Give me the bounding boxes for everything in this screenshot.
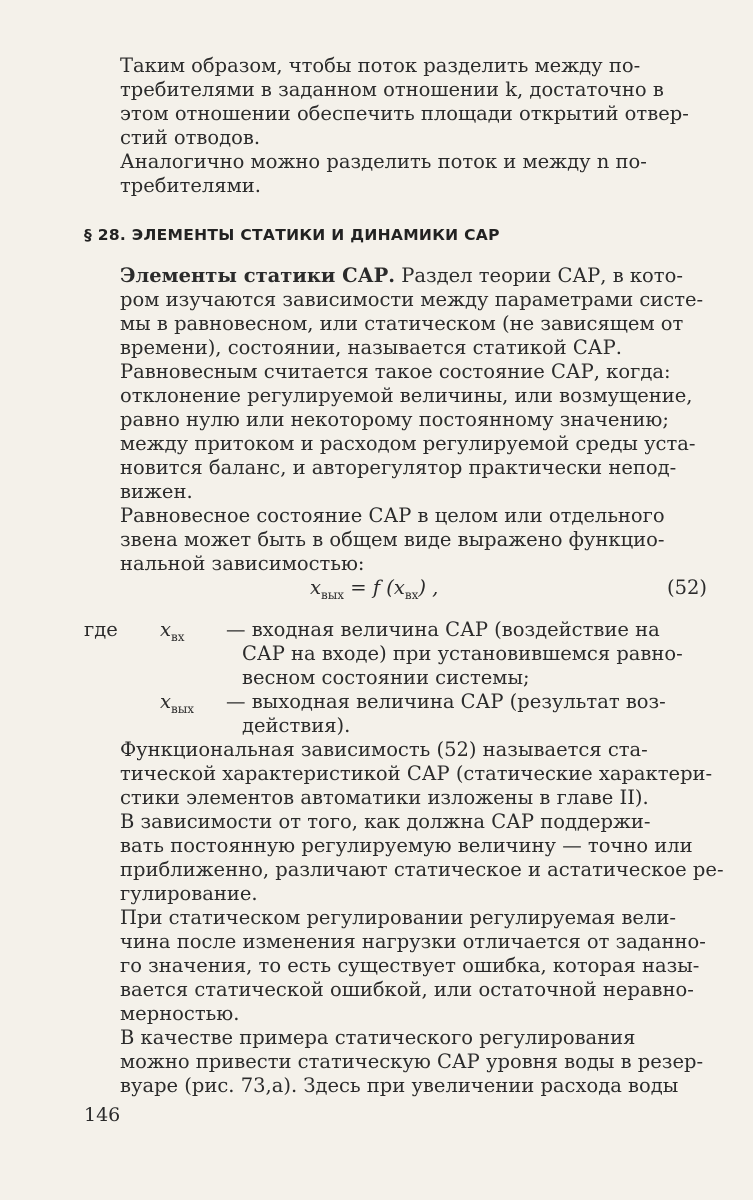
section-heading: § 28. ЭЛЕМЕНТЫ СТАТИКИ И ДИНАМИКИ САР	[84, 226, 500, 244]
text-line: вается статической ошибкой, или остаточной неравно-	[120, 978, 694, 1001]
text-line: стики элементов автоматики изложены в главе II).	[120, 786, 649, 809]
symbol-x-out: $x_{вых}$	[160, 690, 195, 716]
text-line: требителями в заданном отношении k, достаточно в	[120, 78, 664, 101]
equation-52: $x_{вых} = f$ $(x_{вх})$ ,	[310, 576, 439, 602]
text-line: ром изучаются зависимости между параметрами систе-	[120, 288, 704, 311]
text-line: мы в равновесном, или статическом (не зависящем от	[120, 312, 684, 335]
text-line: отклонение регулируемой величины, или возмущение,	[120, 384, 693, 407]
text-line: вижен.	[120, 480, 193, 503]
definition-x-in: — входная величина САР (воздействие на САР на входе) при установившемся равно- весном состоянии системы;	[226, 618, 683, 689]
text-line: го значения, то есть существует ошибка, которая назы-	[120, 954, 700, 977]
paragraph-2	[84, 150, 708, 198]
paragraph-5	[84, 504, 708, 576]
run-in-heading: Элементы статики САР.	[120, 264, 396, 287]
text-line: Таким образом, чтобы поток разделить между по-	[120, 54, 641, 77]
text-line: мерностью.	[120, 1002, 240, 1025]
text-line: новится баланс, и авторегулятор практически непод-	[120, 456, 677, 479]
text-line: требителями.	[120, 174, 261, 197]
paragraph-1	[84, 54, 708, 150]
definition-x-out: — выходная величина САР (результат воз- действия).	[226, 690, 666, 737]
text-line: между притоком и расходом регулируемой среды уста-	[120, 432, 696, 455]
symbol-x-in: $x_{вх}$	[160, 618, 185, 644]
paragraph-6	[84, 738, 713, 810]
text-line: можно привести статическую САР уровня воды в резер-	[120, 1050, 704, 1073]
text-line: стий отводов.	[120, 126, 261, 149]
page-number: 146	[84, 1104, 121, 1126]
text-line: приближенно, различают статическое и астатическое ре-	[120, 858, 724, 881]
text-line: чина после изменения нагрузки отличается от заданно-	[120, 930, 706, 953]
text-line: Равновесное состояние САР в целом или отдельного	[120, 504, 665, 527]
paragraph-4	[84, 360, 708, 504]
text-line	[84, 264, 708, 288]
where-label: где	[84, 618, 118, 641]
paragraph-8	[84, 906, 708, 1026]
paragraph-9	[84, 1026, 708, 1098]
text-line: времени), состоянии, называется статикой САР.	[120, 336, 622, 359]
text-line: При статическом регулировании регулируемая вели-	[120, 906, 676, 929]
text-line: В зависимости от того, как должна САР поддержи-	[120, 810, 651, 833]
paragraph-7	[84, 810, 724, 906]
text-line: равно нулю или некоторому постоянному значению;	[120, 408, 669, 431]
text-run: Раздел теории САР, в кото-	[395, 264, 683, 287]
text-line: вуаре (рис. 73,a). Здесь при увеличении расхода воды	[120, 1074, 679, 1097]
text-line: звена может быть в общем виде выражено функцио-	[120, 528, 665, 551]
text-line: Аналогично можно разделить поток и между n по-	[120, 150, 647, 173]
paragraph-3	[84, 264, 708, 360]
text-line: нальной зависимостью:	[120, 552, 365, 575]
text-line: Функциональная зависимость (52) называется ста-	[120, 738, 648, 761]
text-line: В качестве примера статического регулирования	[120, 1026, 636, 1049]
text-line: этом отношении обеспечить площади открытий отвер-	[120, 102, 689, 125]
text-line: тической характеристикой САР (статические характери-	[120, 762, 713, 785]
text-line: гулирование.	[120, 882, 258, 905]
text-line: вать постоянную регулируемую величину — точно или	[120, 834, 693, 857]
text-line: Равновесным считается такое состояние САР, когда:	[120, 360, 671, 383]
equation-number: (52)	[666, 576, 707, 599]
